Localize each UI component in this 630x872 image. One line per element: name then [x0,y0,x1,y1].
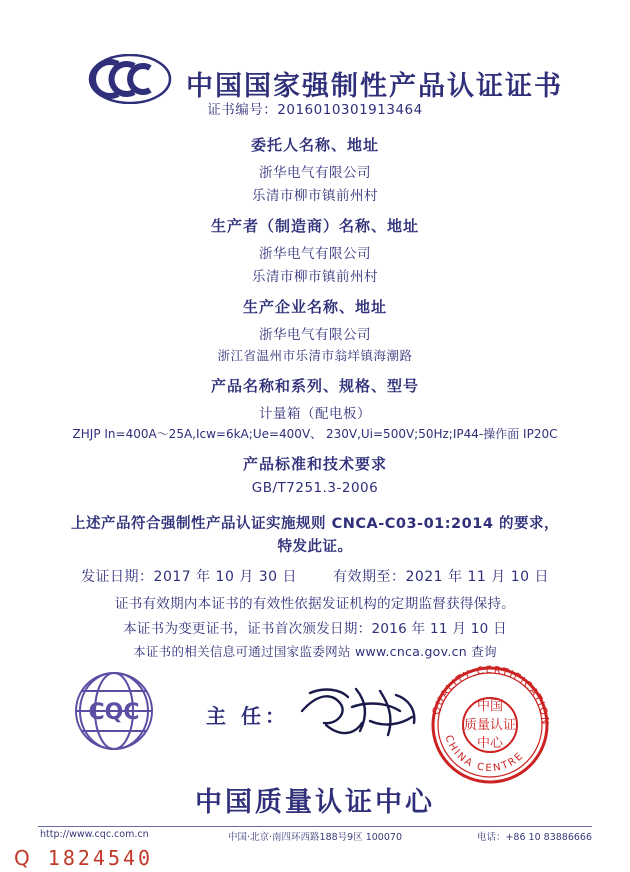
issue-date: 发证日期：2017 年 10 月 30 日 [81,569,298,585]
section-heading-product: 产品名称和系列、规格、型号 [210,377,419,395]
client-company: 浙华电气有限公司 [259,165,371,181]
certificate-body [0,98,630,665]
section-heading-client: 委托人名称、地址 [250,136,379,154]
ccc-mark-icon [88,54,172,104]
signature-row [0,655,630,775]
seal-text-bottom: CHINA CENTRE [442,733,527,775]
cqc-globe-icon [66,669,162,753]
note-change: 本证书为变更证书，证书首次颁发日期：2016 年 11 月 10 日 [123,621,507,637]
serial-digits: 1824540 [47,846,154,870]
footer-website[interactable]: http://www.cqc.com.cn [40,829,149,840]
footer-divider [38,826,592,827]
conformity-statement-line1: 上述产品符合强制性产品认证实施规则 CNCA-C03-01:2014 的要求， [71,516,559,532]
client-address: 乐清市柳市镇前州村 [252,188,378,204]
product-specification: ZHJP In=400A～25A,Icw=6kA;Ue=400V、 230V,Ui=500V;50Hz;IP44-操作面 IP20C [72,427,558,441]
certificate-number: 证书编号：2016010301913464 [207,102,423,118]
product-name: 计量箱（配电板） [259,406,371,422]
director-label: 主 任： [206,704,289,728]
note-website: 本证书的相关信息可通过国家监委网站 www.cnca.gov.cn 查询 [133,644,497,659]
note-validity: 证书有效期内本证书的有效性依据发证机构的定期监督获得保持。 [114,596,516,612]
cqc-logo-text: CQC [88,700,140,725]
footer-address: 中国·北京·南四环西路188号9区 100070 [227,832,402,843]
round-red-seal-icon [420,655,560,795]
manufacturer-address: 乐清市柳市镇前州村 [252,269,378,285]
certificate-header [0,28,630,102]
manufacturer-company: 浙华电气有限公司 [259,246,371,262]
factory-company: 浙华电气有限公司 [259,327,371,343]
dates-row [0,566,630,586]
organization-name: 中国质量认证中心 [195,787,435,818]
factory-address: 浙江省温州市乐清市翁垟镇海潮路 [217,348,413,363]
certificate-footer [0,826,630,848]
section-heading-standard: 产品标准和技术要求 [242,455,387,473]
svg-text:中心: 中心 [476,736,504,751]
section-heading-manufacturer: 生产者（制造商）名称、地址 [210,217,419,235]
svg-text:中国: 中国 [476,699,504,714]
serial-prefix: Q [14,846,33,870]
product-standard: GB/T7251.3-2006 [251,480,379,496]
valid-until-date: 有效期至：2021 年 11 月 10 日 [332,569,549,585]
handwritten-signature-icon [296,677,426,749]
footer-phone: 电话：+86 10 83886666 [476,832,592,843]
conformity-statement-line2: 特发此证。 [277,539,353,555]
serial-number [14,846,153,870]
page-title: 中国国家强制性产品认证证书 [186,71,563,102]
section-heading-factory: 生产企业名称、地址 [242,298,387,316]
svg-text:质量认证: 质量认证 [463,718,517,733]
seal-text-top: QUALITY CERTIFICATION [431,664,551,727]
